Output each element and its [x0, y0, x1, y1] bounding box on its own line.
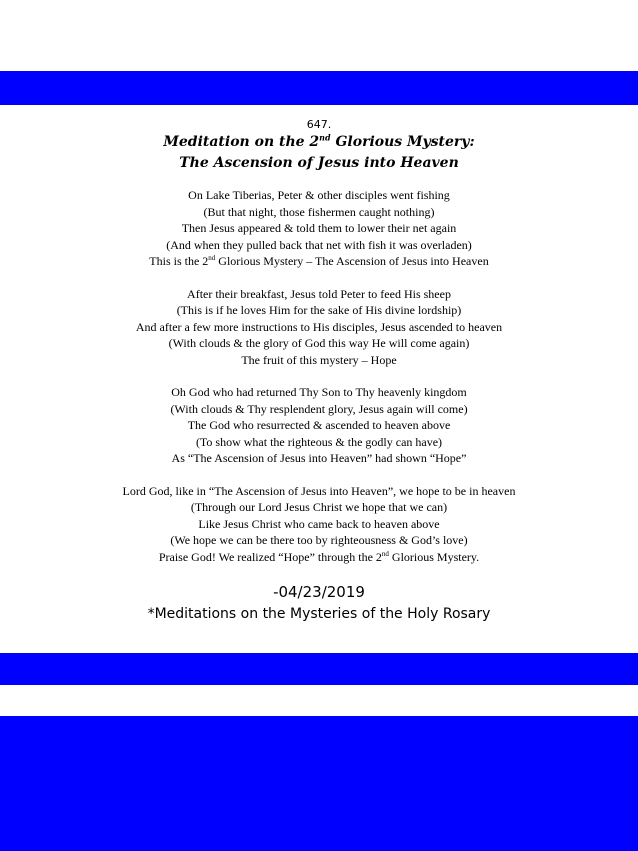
- title-line-1: [0, 132, 638, 153]
- poem-line: On Lake Tiberias, Peter & other disciples went fishing: [188, 188, 450, 202]
- stanza-4: [0, 483, 638, 566]
- poem-line: (We hope we can be there too by righteousness & God’s love): [170, 533, 468, 547]
- line-superscript: nd: [381, 549, 389, 558]
- title-line-1-suffix: Glorious Mystery:: [330, 134, 475, 150]
- title-superscript: nd: [319, 132, 331, 143]
- poem-line: The fruit of this mystery – Hope: [241, 352, 397, 367]
- poem-line: Oh God who had returned Thy Son to Thy heavenly kingdom: [171, 385, 467, 399]
- stanza-1: [0, 187, 638, 270]
- date-line: -04/23/2019: [273, 583, 365, 601]
- line-superscript: nd: [208, 254, 216, 262]
- poem-line: (With clouds & Thy resplendent glory, Jesus again will come): [170, 401, 468, 416]
- line-prefix: Praise God! We realized “Hope” through the 2: [158, 549, 382, 564]
- stanza-2: [0, 286, 638, 369]
- title-line-1-prefix: Meditation on the 2: [163, 134, 320, 150]
- title-line-2: The Ascension of Jesus into Heaven: [179, 155, 459, 171]
- middle-blue-band: [0, 653, 638, 685]
- line-suffix: Glorious Mystery – The Ascension of Jesus into Heaven: [215, 254, 489, 268]
- series-title: *Meditations on the Mysteries of the Holy Rosary: [147, 606, 491, 622]
- poem-line: [0, 253, 638, 270]
- poem-line: (This is if he loves Him for the sake of His divine lordship): [176, 303, 462, 317]
- poem-line: Lord God, like in “The Ascension of Jesus into Heaven”, we hope to be in heaven: [122, 483, 516, 498]
- poem-line: After their breakfast, Jesus told Peter to feed His sheep: [187, 286, 451, 301]
- bottom-blue-band: [0, 716, 638, 851]
- poem-line: And after a few more instructions to His disciples, Jesus ascended to heaven: [135, 319, 503, 334]
- poem-line: As “The Ascension of Jesus into Heaven” had shown “Hope”: [171, 451, 467, 465]
- top-blue-band: [0, 71, 638, 105]
- poem-page: [0, 117, 638, 625]
- poem-line: Then Jesus appeared & told them to lower their net again: [181, 221, 457, 235]
- line-prefix: This is the 2: [149, 254, 209, 268]
- stanza-3: [0, 384, 638, 467]
- page-number: 647.: [306, 118, 332, 131]
- poem-line: The God who resurrected & ascended to heaven above: [187, 418, 451, 432]
- line-suffix: Glorious Mystery.: [388, 549, 480, 564]
- poem-line: [0, 549, 638, 566]
- poem-line: (To show what the righteous & the godly can have): [195, 434, 443, 449]
- poem-line: (But that night, those fishermen caught nothing): [203, 204, 435, 219]
- poem-title: [0, 132, 638, 174]
- poem-line: Like Jesus Christ who came back to heaven above: [198, 516, 440, 531]
- poem-line: (With clouds & the glory of God this way He will come again): [168, 336, 470, 350]
- poem-line: (Through our Lord Jesus Christ we hope that we can): [190, 500, 448, 514]
- poem-line: (And when they pulled back that net with fish it was overladen): [166, 237, 472, 252]
